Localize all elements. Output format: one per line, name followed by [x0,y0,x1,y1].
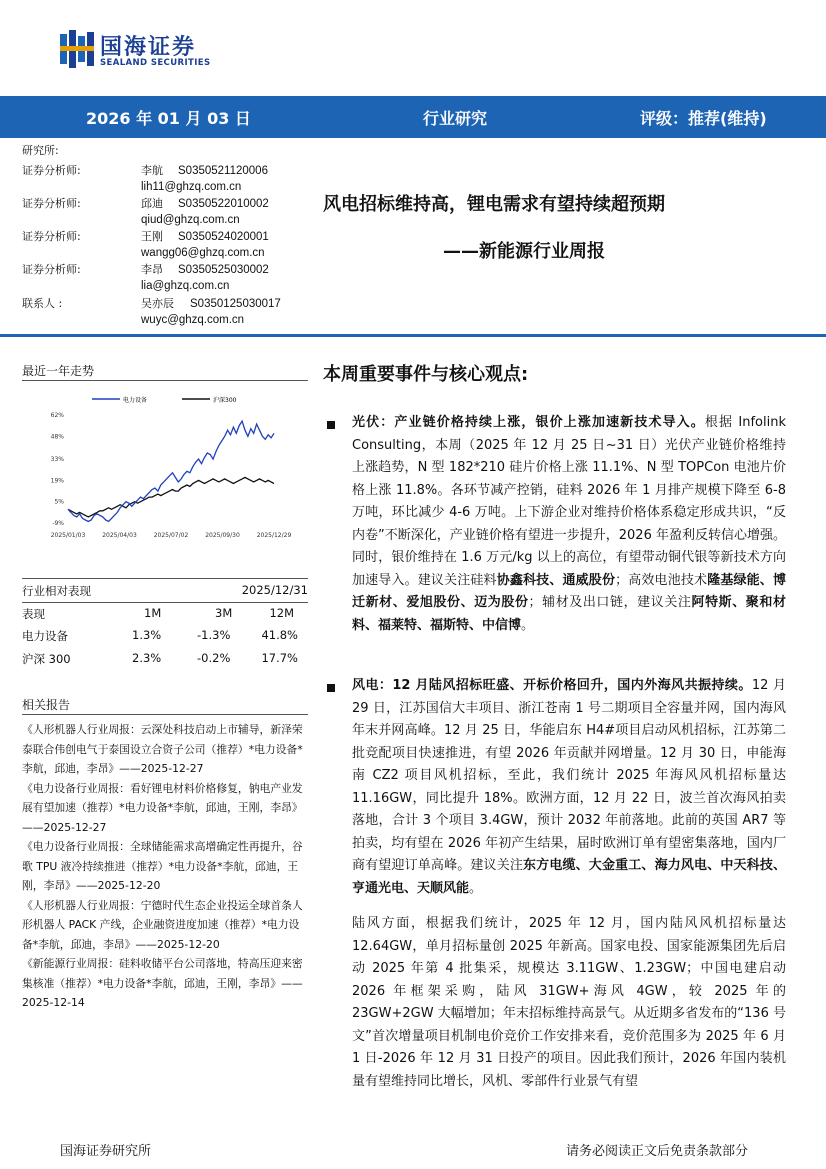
report-rating: 评级：推荐(维持) [640,109,767,128]
pv-body: 根据 Infolink Consulting，本周（2025 年 12 月 25 日~31 日）光伏产业链价格维持上涨趋势，N 型 182*210 硅片价格上涨 11.1%、N 型 TOPCon 电池片价格上涨 11.8%。各环节减产控销，硅料 2026 年 1 月排产规模下降至 6-8 万吨，环比减少 4-6 万吨。上下游企业对维持价格体系稳定形成共识，“反内卷”不断深化，产业链价格有望进一步提升，2026 年盈利反转信心增强。同时，银价维持在 1.6 万元/kg 以上的高位，有望带动铜代银等新技术方向加速导入。建议关注硅料 [352,415,786,588]
series-hs300-line [68,477,274,517]
analyst-name: 王刚 [141,230,163,243]
wind-body: 12 月 29 日，江苏国信大丰项目、浙江苍南 1 号二期项目全容量并网，国内海风年末并网高峰。12 月 25 日，华能启东 H4#项目启动风机招标，江苏第二批竞配项目快速推进，有望 2026 年贡献并网增量。12 月 30 日，申能海南 CZ2 项目风机招标，至此，我们统计 2025 年海风风机招标量达 11.16GW，同比提升 18%。欧洲方面，12 月 22 日，波兰首次海风拍卖落地，合计 3 个项目 3.4GW，预计 2032 年前落地。此前的英国 AR7 等拍卖，均有望在 2026 年初产生结果，届时欧洲订单有望密集落地，国内厂商有望迎订单高峰。建议关注 [352,678,786,873]
table-cell: 电力设备 [22,629,68,643]
table-cell: 1.3% [132,628,162,642]
y-tick-label: 5% [54,498,64,506]
table-cell: 17.7% [261,651,298,665]
analyst-email[interactable]: lih11@ghzq.com.cn [141,181,242,193]
list-item[interactable]: 《电力设备行业周报：全球储能需求高增确定性再提升，谷歌 TPU 液冷持续推进（推荐）*电力设备*李航，邱迪，王刚，李昂》——2025-12-20 [22,840,303,892]
analyst-role: 证券分析师: [22,164,81,177]
pv-mid-2: ；辅材及出口链，建议关注 [528,595,692,610]
pv-mid-1: ；高效电池技术 [615,572,708,588]
analyst-name: 李昂 [141,263,163,276]
table-header: 12M [269,606,294,620]
table-cell: 41.8% [261,628,298,642]
list-item[interactable]: 《电力设备行业周报：看好锂电材料价格修复，钠电产业发展有望加速（推荐）*电力设备*李航，邱迪，王刚，李昂》——2025-12-27 [22,781,303,834]
divider [0,334,826,337]
divider [22,602,308,603]
analyst-email[interactable]: qiud@ghzq.com.cn [141,214,240,226]
pv-stocks-1: 协鑫科技、通威股份 [496,572,616,588]
analyst-id: S0350521120006 [178,165,268,177]
onshore-paragraph: 陆风方面，根据我们统计，2025 年 12 月，国内陆风风机招标量达 12.64GW，单月招标量创 2025 年新高。国家电投、国家能源集团先后启动 2025 年第 4 批集采，规模达 3.11GW、1.23GW；中国电建启动 2026 年框架采购，陆风 31GW+海风 4GW，较 2025 年的 23GW+2GW 大幅增加；年末招标维持高景气。从近期多省发布的“136 号文”首次增量项目机制电价竞价工作安排来看，竞价范围多为 2025 年 6 月 1 日-2026 年 12 月 31 日投产的项目。因此我们预计，2026 年国内装机量有望维持同比增长，风机、零部件行业景气有望 [352,916,786,1089]
wind-stocks: 东方电缆、大金重工、海力风电、中天科技、亨通光电、天顺风能 [352,858,786,896]
list-item[interactable]: 《新能源行业周报：硅料收储平台公司落地，特高压迎来密集核准（推荐）*电力设备*李航，邱迪，王刚，李昂》——2025-12-14 [22,957,303,1009]
section-title: 本周重要事件与核心观点: [323,364,529,385]
y-tick-label: 19% [50,477,64,485]
pv-end: 。 [521,617,535,633]
table-header: 表现 [22,607,45,621]
footer-right: 请务必阅读正文后免责条款部分 [566,1144,749,1159]
x-tick-label: 2025/12/29 [256,532,292,539]
analyst-name: 吴亦辰 [141,297,174,310]
y-tick-label: -9% [52,520,64,527]
analyst-id: S0350525030002 [178,264,269,276]
page-subtitle: ——新能源行业周报 [443,241,605,262]
logo-text-cn: 国海证券 [100,35,197,60]
pv-stocks-3: 阿特斯、聚和材料、福莱特、福斯特、中信博 [352,595,786,633]
related-label: 相关报告 [22,698,71,712]
org-label: 研究所: [22,144,59,157]
divider [22,714,308,715]
y-tick-label: 62% [50,412,64,419]
analyst-role: 证券分析师: [22,197,81,210]
trend-label: 最近一年走势 [22,364,95,378]
y-tick-label: 33% [50,456,64,464]
table-header-row [22,606,308,626]
pv-heading: 光伏：产业链价格持续上涨，银价上涨加速新技术导入。 [352,415,705,430]
analyst-role: 证券分析师: [22,230,81,243]
wind-heading: 风电：12 月陆风招标旺盛、开标价格回升，国内外海风共振持续。 [352,678,752,693]
table-row [22,628,308,648]
related-reports-list [22,720,308,1013]
series-power-equipment-line [68,421,274,521]
table-header: 3M [215,606,233,620]
table-row [22,651,308,671]
pv-paragraph [352,412,786,637]
pv-stocks-2: 隆基绿能、博迁新材、爱旭股份、迈为股份 [352,572,786,610]
table-cell: 沪深 300 [22,652,71,666]
performance-header [22,583,308,603]
list-item[interactable]: 《人形机器人行业周报：云深处科技启动上市辅导，新泽荣泰联合伟创电气于泰国设立合资子公司（推荐）*电力设备*李航，邱迪，李昂》——2025-12-27 [22,723,303,775]
bullet-square-icon [327,421,335,429]
analyst-name: 李航 [141,164,163,177]
analyst-role: 证券分析师: [22,263,81,276]
divider [22,380,308,381]
x-tick-label: 2025/04/03 [102,532,137,539]
footer-left: 国海证券研究所 [60,1144,152,1159]
analyst-email[interactable]: wangg06@ghzq.com.cn [141,247,265,259]
analyst-name: 邱迪 [141,197,163,210]
sealand-logo-icon [60,30,94,68]
performance-date: 2025/12/31 [241,583,308,597]
y-tick-label: 48% [50,433,64,441]
report-date: 2026 年 01 月 03 日 [86,109,251,128]
analyst-id: S0350522010002 [178,198,269,210]
x-tick-label: 2025/09/30 [205,532,240,539]
performance-label: 行业相对表现 [22,584,91,598]
trend-chart [22,385,308,545]
table-cell: -1.3% [197,628,231,642]
analyst-id: S0350125030017 [190,298,281,310]
list-item[interactable]: 《人形机器人行业周报：宁德时代生态企业投运全球首条人形机器人 PACK 产线，企业融资进度加速（推荐）*电力设备*李航，邱迪，李昂》——2025-12-20 [22,898,303,951]
page-title: 风电招标维持高，锂电需求有望持续超预期 [323,194,665,215]
analyst-email[interactable]: lia@ghzq.com.cn [141,280,230,292]
table-cell: 2.3% [132,651,162,665]
wind-end: 。 [469,880,483,896]
report-type: 行业研究 [423,109,488,128]
bullet-square-icon [327,684,335,692]
x-tick-label: 2025/07/02 [153,532,189,539]
analyst-email[interactable]: wuyc@ghzq.com.cn [141,314,245,326]
legend-hs300: 沪深300 [213,397,237,404]
table-cell: -0.2% [197,651,231,665]
analyst-id: S0350524020001 [178,231,269,243]
logo-text-en: SEALAND SECURITIES [100,58,211,68]
wind-paragraph [352,675,786,900]
legend-power-equipment: 电力设备 [123,397,148,404]
divider [22,578,308,579]
table-header: 1M [144,606,162,620]
analyst-role: 联系人 : [22,297,63,310]
x-tick-label: 2025/01/03 [50,532,86,539]
